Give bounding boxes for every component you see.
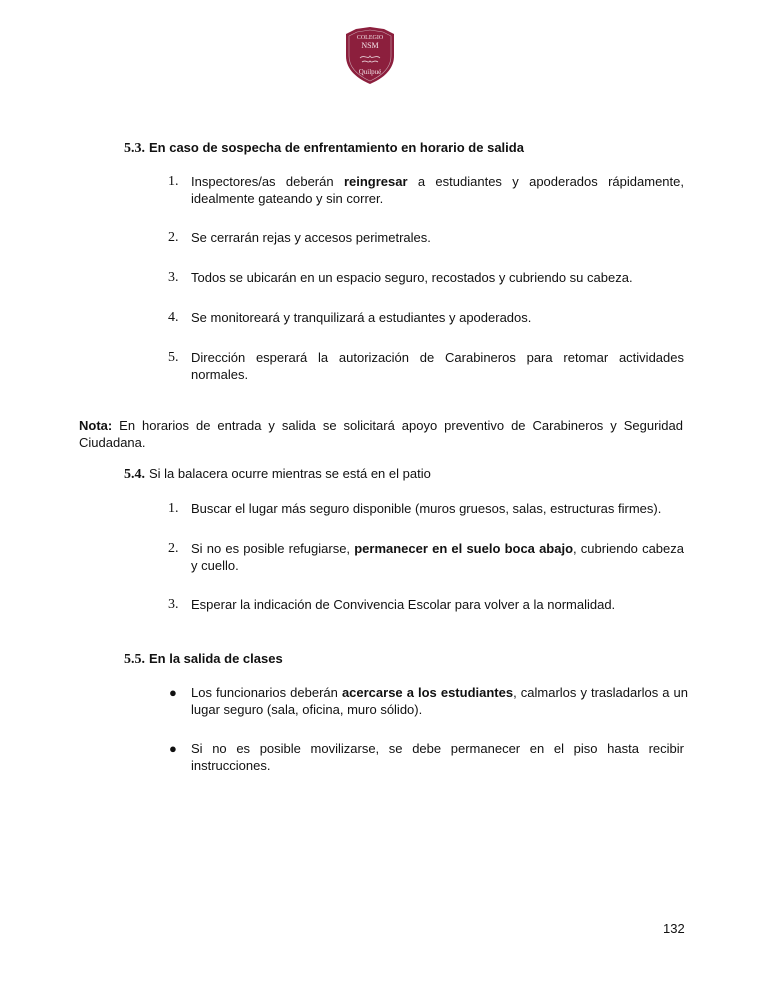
section-title: Si la balacera ocurre mientras se está en el patio (149, 466, 431, 481)
svg-text:NSM: NSM (361, 41, 379, 50)
item-number: 3. (168, 270, 179, 285)
list-item: 3. Esperar la indicación de Convivencia Escolar para volver a la normalidad. (168, 597, 616, 612)
list-item: 4. Se monitoreará y tranquilizará a estudiantes y apoderados. (168, 310, 532, 325)
school-crest-logo (342, 26, 398, 86)
item-number: 5. (168, 350, 179, 365)
section-number: 5.4. (124, 467, 145, 482)
list-item: 1. Inspectores/as deberán reingresar a estudiantes y apoderados rápidamente, idealmente gateando y sin correr. (168, 174, 684, 206)
list-item: 2. Se cerrarán rejas y accesos perimetrales. (168, 230, 431, 245)
list-item: 2. Si no es posible refugiarse, permanecer en el suelo boca abajo, cubriendo cabeza y cuello. (168, 541, 684, 573)
bullet-item: ● Si no es posible movilizarse, se debe permanecer en el piso hasta recibir instrucciones. (169, 741, 684, 773)
item-number: 2. (168, 230, 179, 245)
item-number: 3. (168, 597, 179, 612)
list-item: 1. Buscar el lugar más seguro disponible (muros gruesos, salas, estructuras firmes). (168, 501, 662, 516)
section-number: 5.3. (124, 141, 145, 156)
section-title: En la salida de clases (149, 651, 283, 666)
list-item: 5. Dirección esperará la autorización de Carabineros para retomar actividades normales. (168, 350, 684, 382)
section-5-5-heading (124, 650, 283, 668)
item-number: 4. (168, 310, 179, 325)
section-number: 5.5. (124, 652, 145, 667)
svg-text:Quilpué: Quilpué (358, 68, 382, 76)
bullet-icon: ● (169, 741, 177, 756)
bullet-item: ● Los funcionarios deberán acercarse a los estudiantes, calmarlos y trasladarlos a un lugar seguro (sala, oficina, muro sólido). (169, 685, 688, 717)
item-number: 1. (168, 501, 179, 516)
item-number: 2. (168, 541, 179, 556)
page-number: 132 (663, 921, 685, 936)
section-title: En caso de sospecha de enfrentamiento en horario de salida (149, 140, 524, 155)
bullet-icon: ● (169, 685, 177, 700)
section-5-4-heading (124, 465, 431, 483)
note-paragraph: Nota: En horarios de entrada y salida se solicitará apoyo preventivo de Carabineros y Seguridad Ciudadana. (79, 418, 683, 450)
section-5-3-heading (124, 139, 524, 157)
list-item: 3. Todos se ubicarán en un espacio seguro, recostados y cubriendo su cabeza. (168, 270, 633, 285)
item-number: 1. (168, 174, 179, 189)
svg-text:COLEGIO: COLEGIO (356, 35, 384, 41)
note-label: Nota: (79, 418, 113, 433)
